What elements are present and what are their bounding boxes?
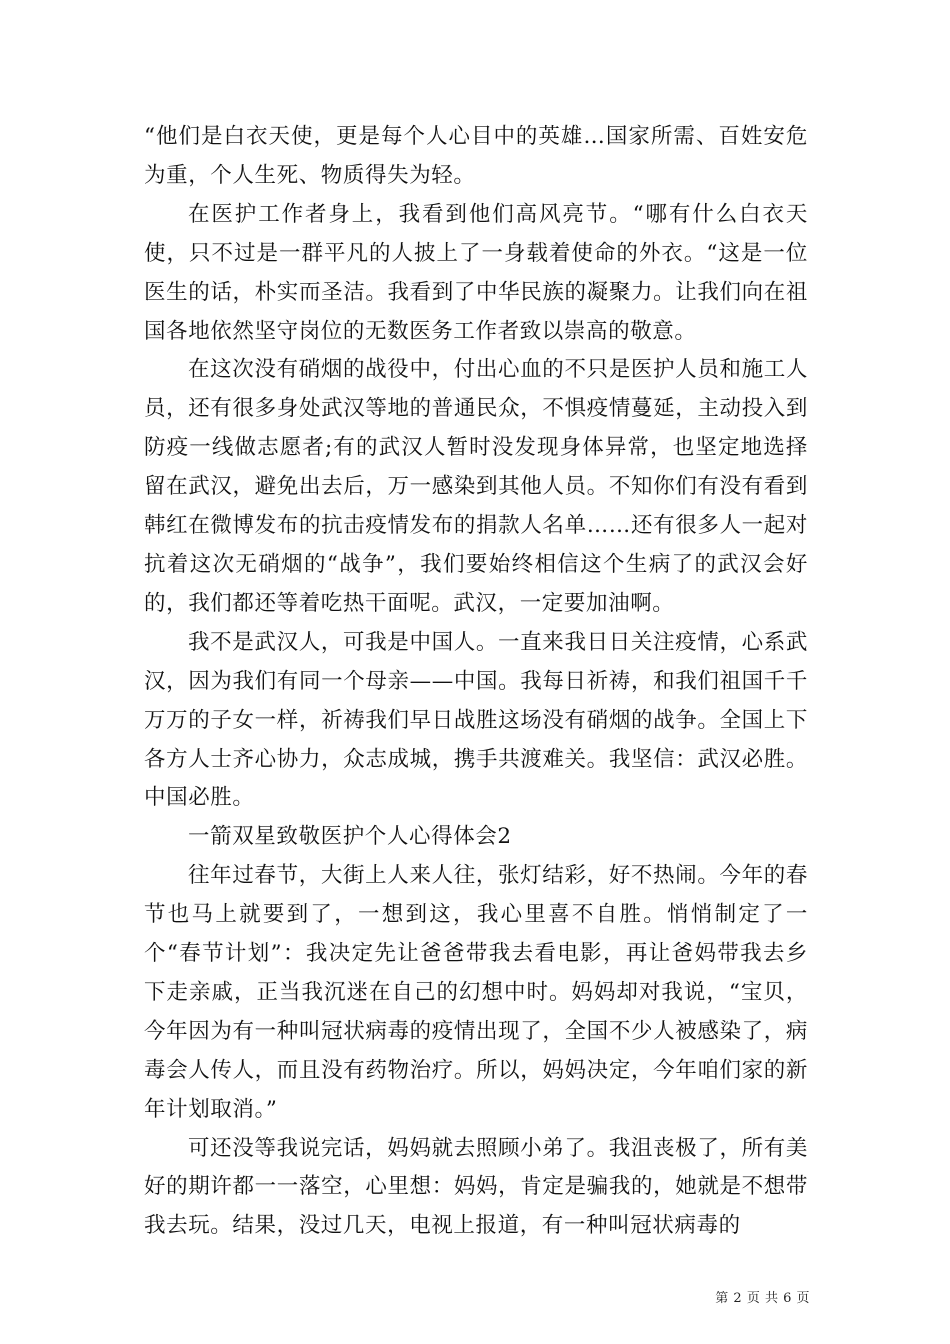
page-footer: 第 2 页 共 6 页 <box>715 1291 810 1306</box>
paragraph-6: 可还没等我说完话，妈妈就去照顾小弟了。我沮丧极了，所有美好的期许都一一落空，心里想：妈妈，肯定是骗我的，她就是不想带我去玩。结果，没过几天，电视上报道，有一种叫冠状病毒的 <box>144 1135 808 1239</box>
paragraph-4: 我不是武汉人，可我是中国人。一直来我日日关注疫情，心系武汉，因为我们有同一个母亲——中国。我每日祈祷，和我们祖国千千万万的子女一样，祈祷我们早日战胜这场没有硝烟的战争。全国上下各方人士齐心协力，众志成城，携手共渡难关。我坚信：武汉必胜。中国必胜。 <box>144 629 808 811</box>
document-body <box>144 118 808 1246</box>
paragraph-3: 在这次没有硝烟的战役中，付出心血的不只是医护人员和施工人员，还有很多身处武汉等地的普通民众，不惧疫情蔓延，主动投入到防疫一线做志愿者;有的武汉人暂时没发现身体异常，也坚定地选择留在武汉，避免出去后，万一感染到其他人员。不知你们有没有看到韩红在微博发布的抗击疫情发布的捐款人名单……还有很多人一起对抗着这次无硝烟的“战争”，我们要始终相信这个生病了的武汉会好的，我们都还等着吃热干面呢。武汉，一定要加油啊。 <box>144 357 808 616</box>
paragraph-2: 在医护工作者身上，我看到他们高风亮节。“哪有什么白衣天使，只不过是一群平凡的人披上了一身载着使命的外衣。“这是一位医生的话，朴实而圣洁。我看到了中华民族的凝聚力。让我们向在祖国各地依然坚守岗位的无数医务工作者致以崇高的敬意。 <box>144 201 808 344</box>
section-heading: 一箭双星致敬医护个人心得体会2 <box>188 824 512 850</box>
paragraph-5: 往年过春节，大街上人来人往，张灯结彩，好不热闹。今年的春节也马上就要到了，一想到这，我心里喜不自胜。悄悄制定了一个“春节计划”：我决定先让爸爸带我去看电影，再让爸妈带我去乡下走亲戚，正当我沉迷在自己的幻想中时。妈妈却对我说，“宝贝，今年因为有一种叫冠状病毒的疫情出现了，全国不少人被感染了，病毒会人传人，而且没有药物治疗。所以，妈妈决定，今年咱们家的新年计划取消。” <box>144 863 808 1122</box>
paragraph-1: “他们是白衣天使，更是每个人心目中的英雄…国家所需、百姓安危为重，个人生死、物质得失为轻。 <box>144 124 808 188</box>
